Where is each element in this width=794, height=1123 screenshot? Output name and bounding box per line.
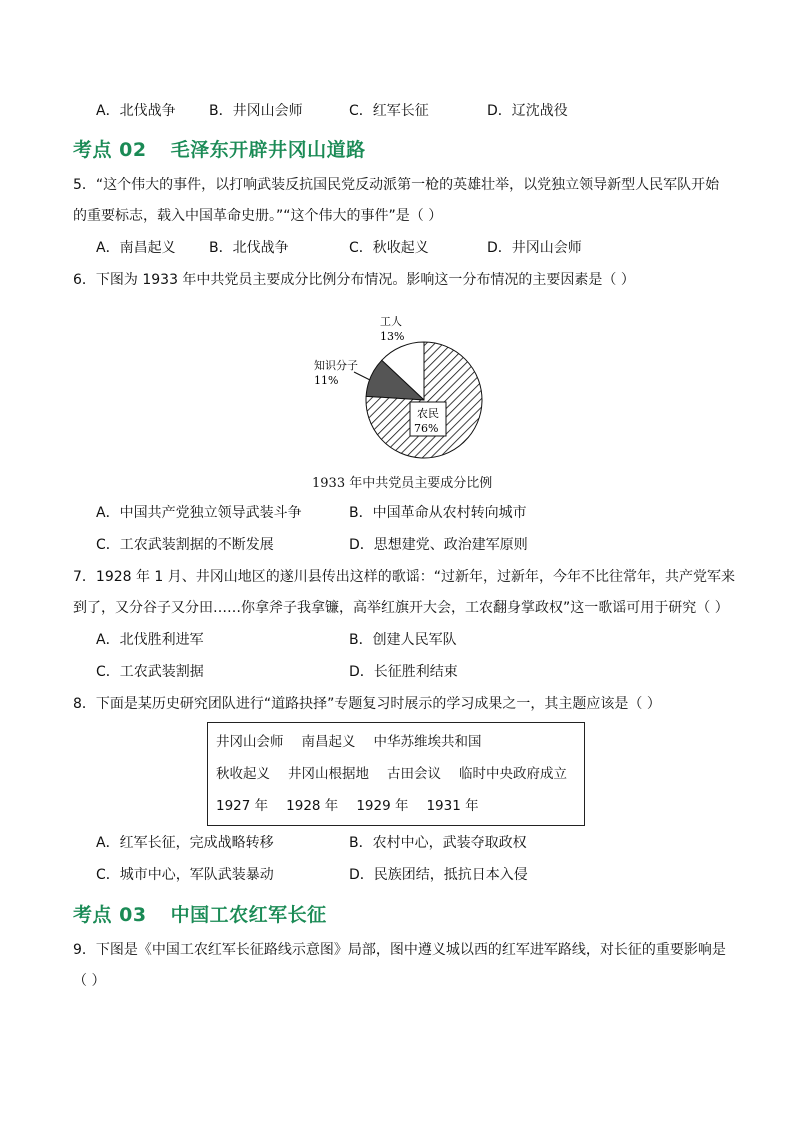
q9-stem-line1: 9．下图是《中国工农红军长征路线示意图》局部，图中遵义城以西的红军进军路线，对长征的重要影响是 [73,942,726,958]
pie-value-farmer: 76% [414,422,439,435]
q8-option-b: B．农村中心，武装夺取政权 [349,835,527,851]
q7-option-d: D．长征胜利结束 [349,664,458,680]
q7-option-a: A．北伐胜利进军 [96,632,204,648]
box-item: 临时中央政府成立 [459,766,567,782]
study-result-box [207,722,585,826]
q7-option-b: B．创建人民军队 [349,632,457,648]
q4-option-b: B．井冈山会师 [209,103,303,119]
box-item: 井冈山根据地 [288,766,369,782]
box-row-2 [216,764,585,784]
box-row-1 [216,732,500,752]
box-item: 井冈山会师 [216,734,284,750]
q7-option-c: C．工农武装割据 [96,664,204,680]
box-item: 古田会议 [387,766,441,782]
pie-label-intellectual: 知识分子 [314,359,358,372]
q8-option-d: D．民族团结，抵抗日本入侵 [349,867,528,883]
q8-option-c: C．城市中心，军队武装暴动 [96,867,274,883]
section-title: 中国工农红军长征 [170,904,327,926]
pie-value-worker: 13% [380,330,405,343]
q4-option-a: A．北伐战争 [96,103,176,119]
q8-stem: 8．下面是某历史研究团队进行“道路抉择”专题复习时展示的学习成果之一，其主题应该是（ ） [73,696,661,712]
pie-value-intellectual: 11% [314,374,339,387]
box-item: 1929 年 [356,798,409,814]
section-number: 考点 03 [73,904,147,926]
pie-label-worker: 工人 [380,315,402,328]
q5-option-a: A．南昌起义 [96,240,176,256]
q7-stem-line1: 7．1928 年 1 月、井冈山地区的遂川县传出这样的歌谣：“过新年，过新年，今年不比往常年，共产党军来 [73,569,736,585]
box-item: 1928 年 [286,798,339,814]
q8-option-a: A．红军长征，完成战略转移 [96,835,274,851]
q7-stem-line2: 到了，又分谷子又分田……你拿斧子我拿镰，高举红旗开大会，工农翻身掌政权”这一歌谣可用于研究（ ） [73,600,729,616]
intellectual-leader-line [354,372,370,380]
q9-stem-line2: （ ） [73,973,106,989]
pie-chart [300,308,500,468]
pie-label-farmer: 农民 [417,407,439,420]
q5-stem-line2: 的重要标志，载入中国革命史册。”“这个伟大的事件”是（ ） [73,208,443,224]
chart-caption: 1933 年中共党员主要成分比例 [312,476,493,491]
q5-stem-line1: 5．“这个伟大的事件，以打响武装反抗国民党反动派第一枪的英雄壮举，以党独立领导新型人民军队开始 [73,177,720,193]
section-title: 毛泽东开辟井冈山道路 [170,139,366,161]
q5-option-b: B．北伐战争 [209,240,289,256]
q6-option-a: A．中国共产党独立领导武装斗争 [96,505,302,521]
section-number: 考点 02 [73,139,147,161]
q4-option-c: C．红军长征 [349,103,429,119]
box-item: 1927 年 [216,798,269,814]
box-item: 中华苏维埃共和国 [373,734,482,750]
q5-option-c: C．秋收起义 [349,240,429,256]
box-item: 秋收起义 [216,766,270,782]
section-heading-02 [73,135,366,162]
box-row-3 [216,796,497,816]
section-heading-03 [73,900,327,927]
q4-option-d: D．辽沈战役 [487,103,568,119]
q6-option-b: B．中国革命从农村转向城市 [349,505,527,521]
q6-stem: 6．下图为 1933 年中共党员主要成分比例分布情况。影响这一分布情况的主要因素是（ ） [73,272,635,288]
box-item: 南昌起义 [301,734,356,750]
q6-option-d: D．思想建党、政治建军原则 [349,537,528,553]
q5-option-d: D．井冈山会师 [487,240,582,256]
q6-option-c: C．工农武装割据的不断发展 [96,537,274,553]
box-item: 1931 年 [426,798,479,814]
